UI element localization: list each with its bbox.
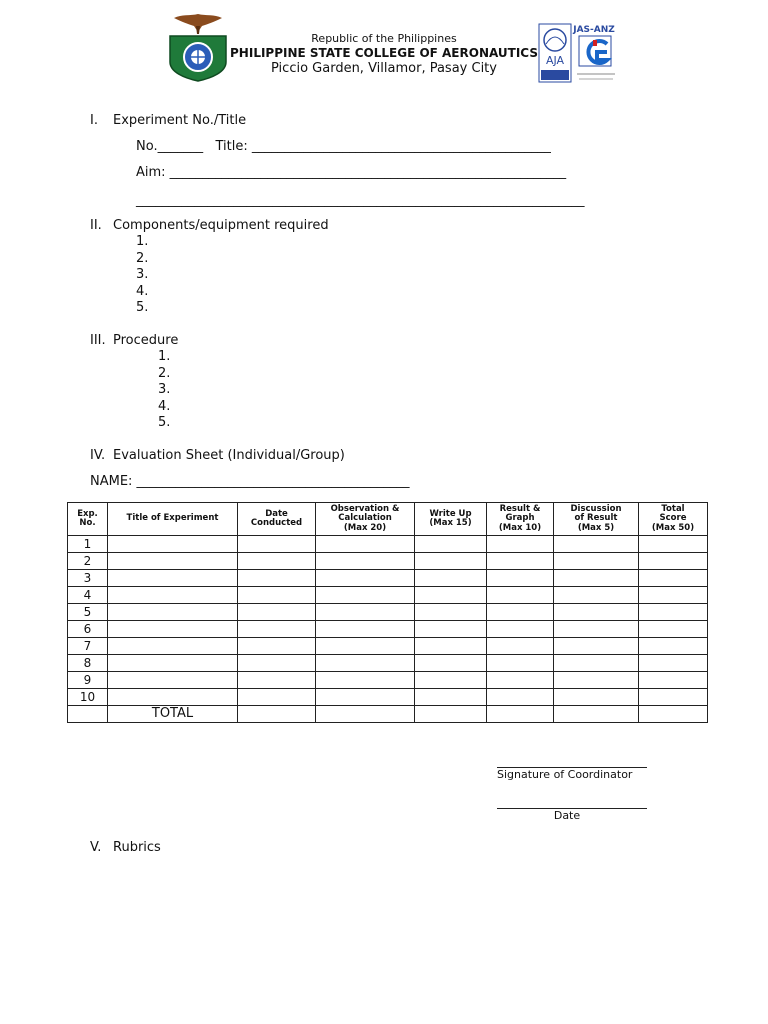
section-iii-title: Procedure [113, 333, 179, 348]
table-cell [487, 706, 554, 723]
table-cell [108, 621, 238, 638]
section-ii-roman: II. [90, 218, 102, 233]
table-row [68, 536, 708, 553]
table-cell [487, 536, 554, 553]
table-cell [238, 587, 316, 604]
table-cell [554, 655, 639, 672]
table-cell [415, 638, 487, 655]
table-row [68, 689, 708, 706]
table-cell [554, 553, 639, 570]
table-cell [639, 655, 708, 672]
table-cell [554, 604, 639, 621]
table-cell [316, 536, 415, 553]
table-cell [108, 655, 238, 672]
header-discussion-of-result: Discussion of Result (Max 5) [554, 503, 639, 536]
table-cell [639, 604, 708, 621]
name-line: NAME: __________________________________________ [90, 474, 410, 489]
table-cell [238, 553, 316, 570]
table-cell [639, 689, 708, 706]
section-iv-title: Evaluation Sheet (Individual/Group) [113, 448, 345, 463]
table-cell [316, 655, 415, 672]
row-number: 9 [68, 672, 108, 689]
header-observation-calculation: Observation & Calculation (Max 20) [316, 503, 415, 536]
table-cell [316, 604, 415, 621]
table-cell [108, 570, 238, 587]
table-cell [554, 536, 639, 553]
section-iv-roman: IV. [90, 448, 106, 463]
table-row [68, 553, 708, 570]
table-cell [554, 672, 639, 689]
table-row [68, 621, 708, 638]
row-number: 6 [68, 621, 108, 638]
component-item-1: 1. [136, 234, 149, 249]
table-cell [108, 672, 238, 689]
table-cell [238, 655, 316, 672]
table-cell [108, 638, 238, 655]
header-result-graph: Result & Graph (Max 10) [487, 503, 554, 536]
row-number: 8 [68, 655, 108, 672]
table-cell [108, 689, 238, 706]
table-cell [108, 604, 238, 621]
certification-logo [537, 22, 623, 88]
table-cell [554, 621, 639, 638]
row-number: 5 [68, 604, 108, 621]
table-cell [415, 604, 487, 621]
coordinator-signature-label: Signature of Coordinator [497, 768, 633, 781]
table-cell [487, 604, 554, 621]
table-cell [639, 570, 708, 587]
header-address: Piccio Garden, Villamor, Pasay City [271, 61, 497, 76]
row-number: 10 [68, 689, 108, 706]
procedure-item-1: 1. [158, 349, 171, 364]
table-row [68, 638, 708, 655]
table-cell [238, 672, 316, 689]
section-i-roman: I. [90, 113, 98, 128]
jas-anz-text: JAS-ANZ [573, 25, 615, 35]
table-row [68, 587, 708, 604]
table-cell [639, 621, 708, 638]
procedure-item-4: 4. [158, 399, 171, 414]
row-number: 4 [68, 587, 108, 604]
table-cell [554, 689, 639, 706]
section-ii-title: Components/equipment required [113, 218, 329, 233]
table-cell [316, 587, 415, 604]
table-cell [554, 570, 639, 587]
section-v-title: Rubrics [113, 840, 161, 855]
table-cell [415, 536, 487, 553]
table-cell [639, 536, 708, 553]
table-cell [316, 570, 415, 587]
header-republic: Republic of the Philippines [311, 32, 457, 45]
component-item-3: 3. [136, 267, 149, 282]
table-cell [415, 689, 487, 706]
aim-line-continuation: _____________________________________________________________________ [136, 193, 585, 208]
table-cell [316, 706, 415, 723]
table-row [68, 672, 708, 689]
table-body [68, 536, 708, 723]
table-cell [415, 570, 487, 587]
evaluation-table [67, 502, 708, 723]
aja-mark-text: AJA [545, 54, 565, 67]
header-total-score: Total Score (Max 50) [639, 503, 708, 536]
header-write-up: Write Up (Max 15) [415, 503, 487, 536]
table-header-row [68, 503, 708, 536]
row-number: 1 [68, 536, 108, 553]
table-row [68, 570, 708, 587]
procedure-item-2: 2. [158, 366, 171, 381]
total-row [68, 706, 708, 723]
table-cell [238, 604, 316, 621]
table-cell [415, 655, 487, 672]
row-number: 3 [68, 570, 108, 587]
table-cell [639, 672, 708, 689]
table-cell [316, 672, 415, 689]
table-cell [639, 587, 708, 604]
header-exp-no: Exp. No. [68, 503, 108, 536]
row-number: 2 [68, 553, 108, 570]
table-cell [487, 587, 554, 604]
table-cell [639, 553, 708, 570]
total-label: TOTAL [108, 706, 238, 723]
table-cell [316, 621, 415, 638]
header-date-conducted: Date Conducted [238, 503, 316, 536]
table-cell [316, 553, 415, 570]
table-cell [238, 621, 316, 638]
header-school-name: PHILIPPINE STATE COLLEGE OF AERONAUTICS [230, 46, 538, 60]
table-cell [487, 621, 554, 638]
table-cell [68, 706, 108, 723]
row-number: 7 [68, 638, 108, 655]
table-cell [415, 587, 487, 604]
component-item-4: 4. [136, 284, 149, 299]
table-cell [487, 655, 554, 672]
experiment-no-title-line: No._______ Title: ______________________________________________ [136, 139, 551, 154]
table-cell [108, 536, 238, 553]
table-row [68, 655, 708, 672]
table-cell [487, 638, 554, 655]
component-item-2: 2. [136, 251, 149, 266]
aim-line: Aim: _____________________________________________________________ [136, 165, 567, 180]
table-cell [415, 553, 487, 570]
section-v-roman: V. [90, 840, 102, 855]
table-cell [639, 706, 708, 723]
table-cell [415, 672, 487, 689]
header-title-of-experiment: Title of Experiment [108, 503, 238, 536]
table-row [68, 604, 708, 621]
table-cell [487, 672, 554, 689]
table-cell [108, 587, 238, 604]
table-cell [554, 638, 639, 655]
table-cell [316, 689, 415, 706]
table-cell [554, 706, 639, 723]
table-cell [316, 638, 415, 655]
table-cell [415, 706, 487, 723]
table-cell [238, 570, 316, 587]
table-cell [487, 689, 554, 706]
procedure-item-5: 5. [158, 415, 171, 430]
table-cell [238, 689, 316, 706]
table-cell [554, 587, 639, 604]
date-label: Date [553, 809, 581, 822]
section-i-title: Experiment No./Title [113, 113, 247, 128]
table-cell [238, 706, 316, 723]
component-item-5: 5. [136, 300, 149, 315]
table-cell [238, 638, 316, 655]
table-cell [487, 570, 554, 587]
table-cell [108, 553, 238, 570]
table-cell [238, 536, 316, 553]
section-iii-roman: III. [90, 333, 106, 348]
table-cell [415, 621, 487, 638]
table-cell [639, 638, 708, 655]
table-cell [487, 553, 554, 570]
procedure-item-3: 3. [158, 382, 171, 397]
